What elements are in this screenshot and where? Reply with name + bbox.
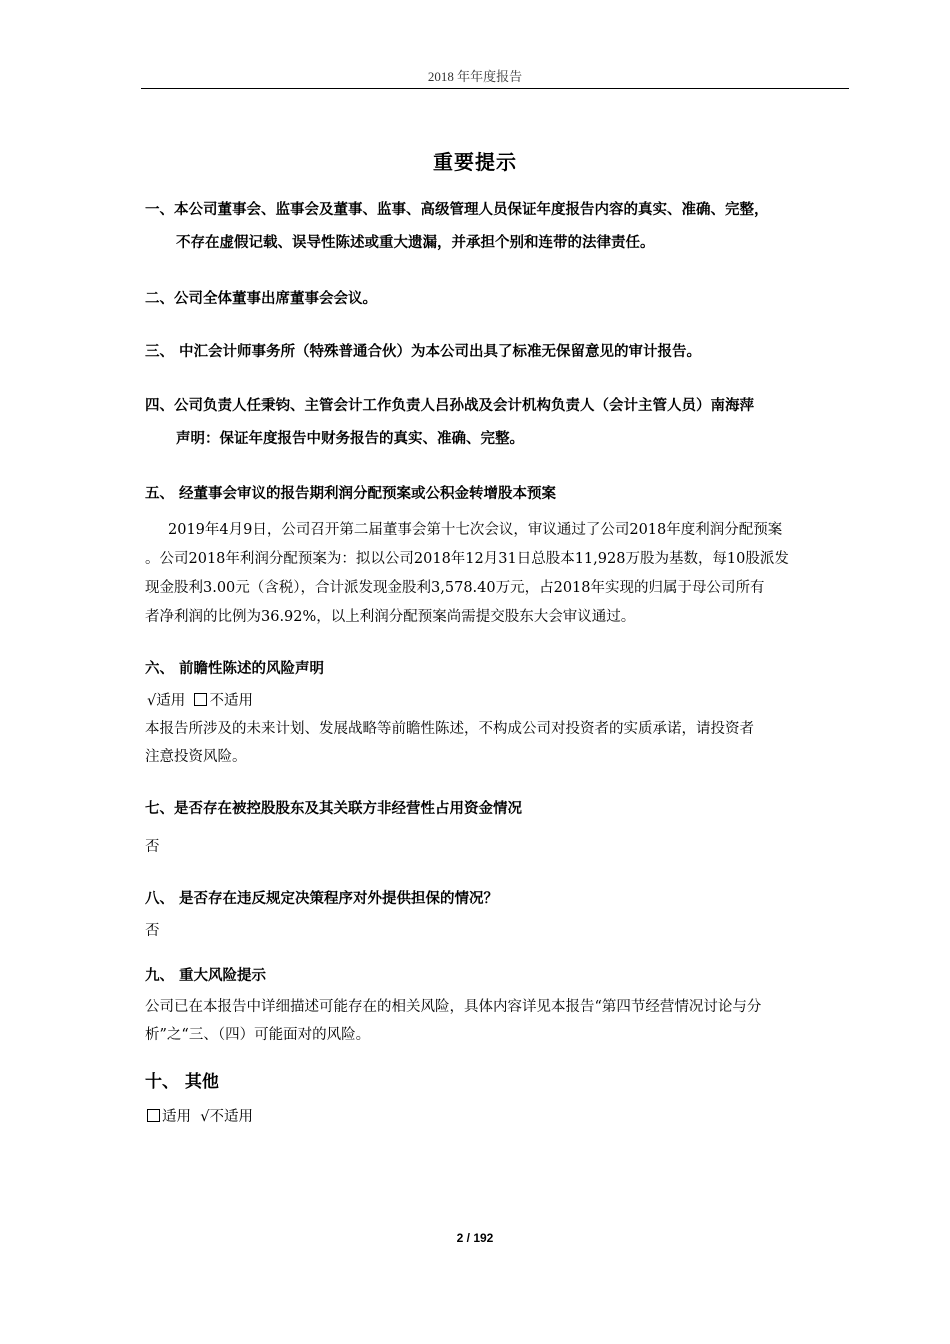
section-8-answer: 否: [145, 923, 160, 939]
section-6-options: [147, 689, 253, 710]
section-5-heading: 五、 经董事会审议的报告期利润分配预案或公积金转增股本预案: [145, 486, 557, 502]
section-1-line-1: 一、本公司董事会、监事会及董事、监事、高级管理人员保证年度报告内容的真实、准确、完整，: [145, 202, 769, 218]
header-rule: [141, 88, 849, 89]
section-5-line-4: 者净利润的比例为36.92%，以上利润分配预案尚需提交股东大会审议通过。: [145, 609, 636, 625]
running-header: 2018 年年度报告: [427, 69, 523, 84]
option-not-applicable-label: 不适用: [209, 1109, 253, 1125]
page-title: 重要提示: [433, 150, 517, 174]
section-2: 二、公司全体董事出席董事会会议。: [145, 291, 377, 307]
section-6-heading: 六、 前瞻性陈述的风险声明: [145, 661, 325, 677]
section-6-line-2: 注意投资风险。: [145, 749, 247, 765]
checkbox-unchecked-icon: [194, 693, 207, 706]
page-number: 2 / 192: [456, 1231, 494, 1245]
section-6-line-1: 本报告所涉及的未来计划、发展战略等前瞻性陈述，不构成公司对投资者的实质承诺，请投资者: [145, 721, 754, 737]
section-9-line-2: 析”之“三、（四）可能面对的风险。: [145, 1027, 371, 1043]
section-10-options: [147, 1105, 253, 1126]
section-1-line-2: 不存在虚假记载、误导性陈述或重大遗漏，并承担个别和连带的法律责任。: [176, 235, 655, 251]
section-5-line-1: 2019年4月9日，公司召开第二届董事会第十七次会议，审议通过了公司2018年度利润分配预案: [168, 522, 783, 538]
option-applicable-label: 适用: [162, 1109, 191, 1125]
option-not-applicable-label: 不适用: [209, 693, 253, 709]
section-7-heading: 七、是否存在被控股股东及其关联方非经营性占用资金情况: [145, 801, 522, 817]
checkbox-unchecked-icon: [147, 1109, 160, 1122]
section-3: 三、 中汇会计师事务所（特殊普通合伙）为本公司出具了标准无保留意见的审计报告。: [145, 344, 702, 360]
section-9-line-1: 公司已在本报告中详细描述可能存在的相关风险，具体内容详见本报告“第四节经营情况讨论与分: [145, 999, 762, 1015]
section-4-line-1: 四、公司负责人任秉钧、主管会计工作负责人吕孙战及会计机构负责人（会计主管人员）南海萍: [145, 398, 754, 414]
section-5-line-3: 现金股利3.00元（含税），合计派发现金股利3,578.40万元，占2018年实现的归属于母公司所有: [145, 580, 765, 596]
section-10-heading: 十、 其他: [145, 1072, 219, 1092]
section-9-heading: 九、 重大风险提示: [145, 968, 267, 984]
section-5-line-2: 。公司2018年利润分配预案为：拟以公司2018年12月31日总股本11,928万股为基数，每10股派发: [145, 551, 789, 567]
check-mark-icon: √: [200, 1109, 210, 1125]
section-4-line-2: 声明：保证年度报告中财务报告的真实、准确、完整。: [176, 431, 524, 447]
option-applicable-label: 适用: [156, 693, 186, 709]
check-mark-icon: √: [147, 693, 157, 709]
section-8-heading: 八、 是否存在违反规定决策程序对外提供担保的情况？: [145, 891, 499, 907]
section-7-answer: 否: [145, 839, 160, 855]
